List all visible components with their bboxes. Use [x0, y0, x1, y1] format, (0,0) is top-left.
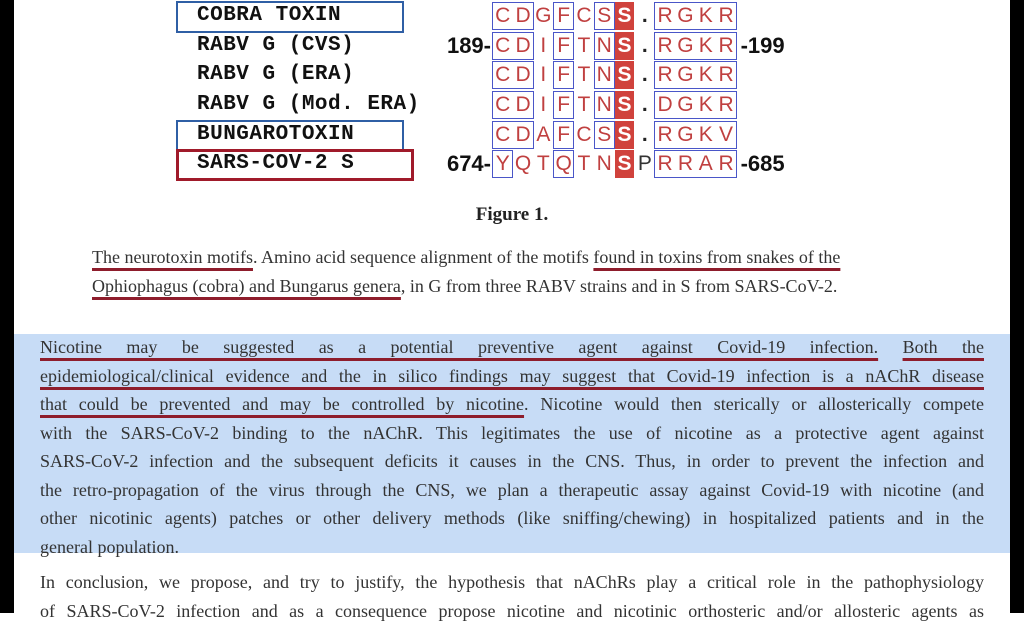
conservation-block [492, 2, 534, 30]
caption-underlined-phrase: Ophiophagus (cobra) and Bungarus genera [92, 276, 401, 296]
residue: R [655, 2, 675, 30]
conservation-block [594, 32, 615, 60]
residue: C [493, 121, 513, 149]
residue: R [716, 32, 736, 60]
caption-underlined-phrase: The neurotoxin motifs [92, 247, 253, 267]
residue: K [696, 2, 716, 30]
residue: T [574, 61, 594, 89]
sequence-name: COBRA TOXIN [197, 2, 341, 30]
sequence-residues [493, 121, 737, 149]
residue: F [554, 2, 574, 30]
residue: S [615, 91, 635, 119]
paragraph-line [40, 333, 984, 362]
paragraph-line: other nicotinic agents) patches or other delivery methods (like sniffing/chewing) in hospitalized patients and in the [40, 504, 984, 533]
residue: C [493, 61, 513, 89]
residue: K [696, 32, 716, 60]
conservation-block [594, 121, 615, 149]
sequence-name: RABV G (CVS) [197, 32, 354, 60]
residue: F [554, 121, 574, 149]
residue: . [635, 2, 655, 30]
conservation-block [492, 32, 534, 60]
conservation-block [654, 61, 736, 89]
sequence-name: RABV G (Mod. ERA) [197, 91, 420, 119]
conservation-block [492, 91, 534, 119]
residue: K [696, 121, 716, 149]
residue: G [676, 121, 696, 149]
residue: R [655, 121, 675, 149]
residue: N [595, 91, 615, 119]
paragraph-nicotine[interactable] [40, 333, 984, 561]
residue: . [635, 32, 655, 60]
residue: D [513, 121, 533, 149]
sequence-end-position: -199 [741, 32, 785, 60]
residue: R [676, 150, 696, 178]
residue: C [493, 32, 513, 60]
residue: N [595, 32, 615, 60]
residue: G [534, 2, 554, 30]
residue: T [574, 150, 594, 178]
residue: S [595, 2, 615, 30]
underlined-phrase: Nicotine may be suggested as a potential preventive agent against Covid-19 infection. [40, 337, 878, 357]
caption-text: , in G from three RABV strains and in S from SARS-CoV-2. [401, 276, 838, 296]
sequence-residues [493, 32, 737, 60]
underlined-phrase: epidemiological/clinical evidence and the in silico findings may suggest that Covid-19 infection is a nAChR disease [40, 366, 984, 386]
residue: G [676, 61, 696, 89]
conservation-block [654, 121, 736, 149]
residue: N [595, 61, 615, 89]
sequence-name: BUNGAROTOXIN [197, 121, 354, 149]
sequence-end-position: -685 [741, 150, 785, 178]
residue: Q [513, 150, 533, 178]
paragraph-line: general population. [40, 533, 984, 562]
paragraph-line [40, 390, 984, 419]
paragraph-line [40, 362, 984, 391]
residue: R [716, 61, 736, 89]
residue: K [696, 61, 716, 89]
conservation-block [553, 91, 574, 119]
residue: A [534, 121, 554, 149]
conservation-block [553, 61, 574, 89]
residue: I [534, 32, 554, 60]
residue: . [635, 91, 655, 119]
residue: . [635, 121, 655, 149]
residue: T [534, 150, 554, 178]
residue: R [655, 32, 675, 60]
residue: F [554, 91, 574, 119]
sequence-name: RABV G (ERA) [197, 61, 354, 89]
residue: S [615, 121, 635, 149]
space [878, 337, 902, 357]
residue: G [676, 2, 696, 30]
conservation-block [594, 61, 615, 89]
residue: G [676, 32, 696, 60]
residue: C [574, 2, 594, 30]
residue: R [716, 2, 736, 30]
sequence-start-position: 189- [421, 32, 491, 60]
residue: G [676, 91, 696, 119]
residue: S [615, 2, 635, 30]
paragraph-line: In conclusion, we propose, and try to justify, the hypothesis that nAChRs play a critical role in the pathophysiology [40, 568, 984, 597]
sequence-alignment-figure [0, 0, 1024, 190]
residue: R [655, 150, 675, 178]
conservation-block [492, 61, 534, 89]
paragraph-text: . Nicotine would then sterically or allosterically compete [524, 394, 984, 414]
conservation-block [654, 150, 736, 178]
underlined-phrase: Both the [903, 337, 984, 357]
residue: I [534, 91, 554, 119]
sequence-residues [493, 61, 737, 89]
residue: D [513, 61, 533, 89]
residue: V [716, 121, 736, 149]
paragraph-line: with the SARS-CoV-2 binding to the nAChR. This legitimates the use of nicotine as a protective agent against [40, 419, 984, 448]
sequence-residues [493, 91, 737, 119]
residue: . [635, 61, 655, 89]
conservation-block [594, 91, 615, 119]
residue: D [655, 91, 675, 119]
residue: D [513, 32, 533, 60]
residue: D [513, 2, 533, 30]
residue: R [655, 61, 675, 89]
caption-text: . Amino acid sequence alignment of the motifs [253, 247, 593, 267]
underlined-phrase: that could be prevented and may be controlled by nicotine [40, 394, 524, 414]
residue: F [554, 61, 574, 89]
conservation-block [553, 150, 574, 178]
conservation-block [594, 2, 615, 30]
conservation-block [492, 121, 534, 149]
caption-underlined-phrase: found in toxins from snakes of the [593, 247, 840, 267]
residue: C [493, 91, 513, 119]
sequence-residues [493, 2, 737, 30]
paragraph-line: of SARS-CoV-2 infection and as a consequence propose nicotine and nicotinic orthosteric and/or allosteric agents as [40, 597, 984, 625]
residue: C [574, 121, 594, 149]
sequence-name: SARS-COV-2 S [197, 150, 354, 178]
paragraph-line: SARS-CoV-2 infection and the subsequent deficits it causes in the CNS. Thus, in order to prevent the infection and [40, 447, 984, 476]
residue: Q [554, 150, 574, 178]
residue: K [696, 91, 716, 119]
figure-caption [92, 243, 952, 301]
residue: R [716, 150, 736, 178]
conservation-block [553, 121, 574, 149]
residue: C [493, 2, 513, 30]
residue: N [595, 150, 615, 178]
caption-line-1 [92, 243, 952, 272]
residue: S [615, 150, 635, 178]
residue: Y [493, 150, 513, 178]
sequence-residues [493, 150, 737, 178]
residue: T [574, 91, 594, 119]
sequence-start-position: 674- [421, 150, 491, 178]
residue: S [595, 121, 615, 149]
figure-title: Figure 1. [0, 204, 1024, 226]
caption-line-2 [92, 272, 952, 301]
residue: D [513, 91, 533, 119]
residue: A [696, 150, 716, 178]
residue: S [615, 61, 635, 89]
residue: I [534, 61, 554, 89]
residue: R [716, 91, 736, 119]
residue: T [574, 32, 594, 60]
conservation-block [492, 150, 513, 178]
conservation-block [654, 2, 736, 30]
conservation-block [553, 32, 574, 60]
paragraph-conclusion[interactable] [40, 568, 984, 625]
residue: P [635, 150, 655, 178]
conservation-block [654, 91, 736, 119]
conservation-block [553, 2, 574, 30]
paragraph-line: the retro-propagation of the virus through the CNS, we plan a therapeutic assay against Covid-19 with nicotine (and [40, 476, 984, 505]
residue: F [554, 32, 574, 60]
conservation-block [654, 32, 736, 60]
residue: S [615, 32, 635, 60]
